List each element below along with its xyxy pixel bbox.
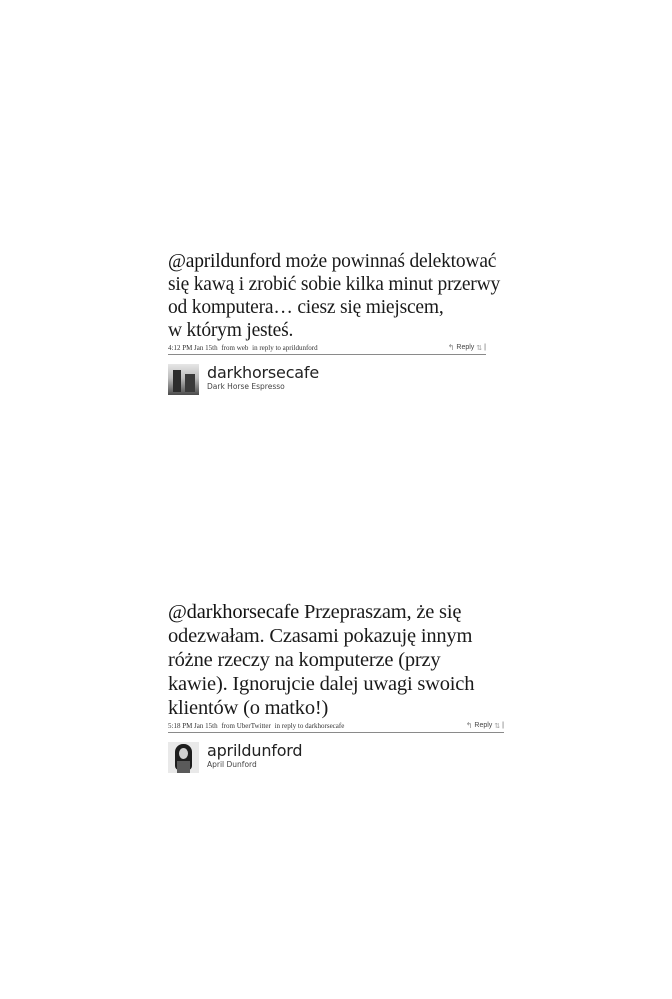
tweet-meta-info: [168, 344, 320, 352]
tweet-meta-info: [168, 722, 346, 730]
in-reply-to-link[interactable]: in reply to darkhorsecafe: [274, 721, 345, 730]
tweet-text-line: od komputera… ciesz się miejscem,: [168, 297, 444, 318]
tweet-actions: [448, 343, 486, 352]
tweet-text: [168, 600, 504, 720]
tweet-text-line: w którym jesteś.: [168, 320, 294, 341]
reply-button[interactable]: Reply: [474, 722, 493, 729]
retweet-icon[interactable]: ⇅: [494, 722, 501, 730]
tweet-timestamp[interactable]: 4:12 PM Jan 15th: [168, 343, 220, 352]
tweet-source: from UberTwitter: [221, 721, 273, 730]
avatar[interactable]: [168, 364, 199, 395]
tweet-meta: [168, 343, 486, 355]
tweet-timestamp[interactable]: 5:18 PM Jan 15th: [168, 721, 220, 730]
in-reply-to-link[interactable]: in reply to aprildunford: [252, 343, 318, 352]
author-names: [207, 742, 302, 769]
author-names: [207, 364, 319, 391]
reply-button[interactable]: Reply: [456, 344, 475, 351]
mention-link[interactable]: @aprildunford: [168, 251, 281, 272]
tweet-text-line: się kawą i zrobić sobie kilka minut przerwy: [168, 274, 501, 295]
avatar[interactable]: [168, 742, 199, 773]
divider: |: [484, 344, 486, 351]
tweet-text-line: odezwałam. Czasami pokazuję innym: [168, 625, 473, 647]
divider: |: [502, 722, 504, 729]
author-screen-name[interactable]: aprildunford: [207, 741, 303, 760]
tweet-text-line: @aprildunford może powinnaś delektować: [168, 251, 497, 272]
tweet-2: [168, 600, 504, 773]
tweet-meta: [168, 721, 504, 733]
tweet-source: from web: [221, 343, 251, 352]
tweet-text: [168, 250, 501, 342]
author-full-name: Dark Horse Espresso: [207, 382, 285, 391]
tweet-author: [168, 364, 486, 395]
reply-arrow-icon[interactable]: ↰: [465, 721, 473, 730]
tweet-text-line: kawie). Ignorujcie dalej uwagi swoich: [168, 673, 475, 695]
tweet-text-line: @darkhorsecafe Przepraszam, że się: [168, 601, 462, 623]
author-full-name: April Dunford: [207, 760, 257, 769]
author-screen-name[interactable]: darkhorsecafe: [207, 363, 319, 382]
tweet-actions: [466, 721, 504, 730]
mention-link[interactable]: @darkhorsecafe: [168, 601, 300, 623]
tweet-text-line: klientów (o matko!): [168, 697, 329, 719]
tweet-author: [168, 742, 504, 773]
reply-arrow-icon[interactable]: ↰: [447, 343, 455, 352]
tweet-text-line: różne rzeczy na komputerze (przy: [168, 649, 441, 671]
tweet-1: [168, 250, 501, 395]
retweet-icon[interactable]: ⇅: [476, 344, 483, 352]
